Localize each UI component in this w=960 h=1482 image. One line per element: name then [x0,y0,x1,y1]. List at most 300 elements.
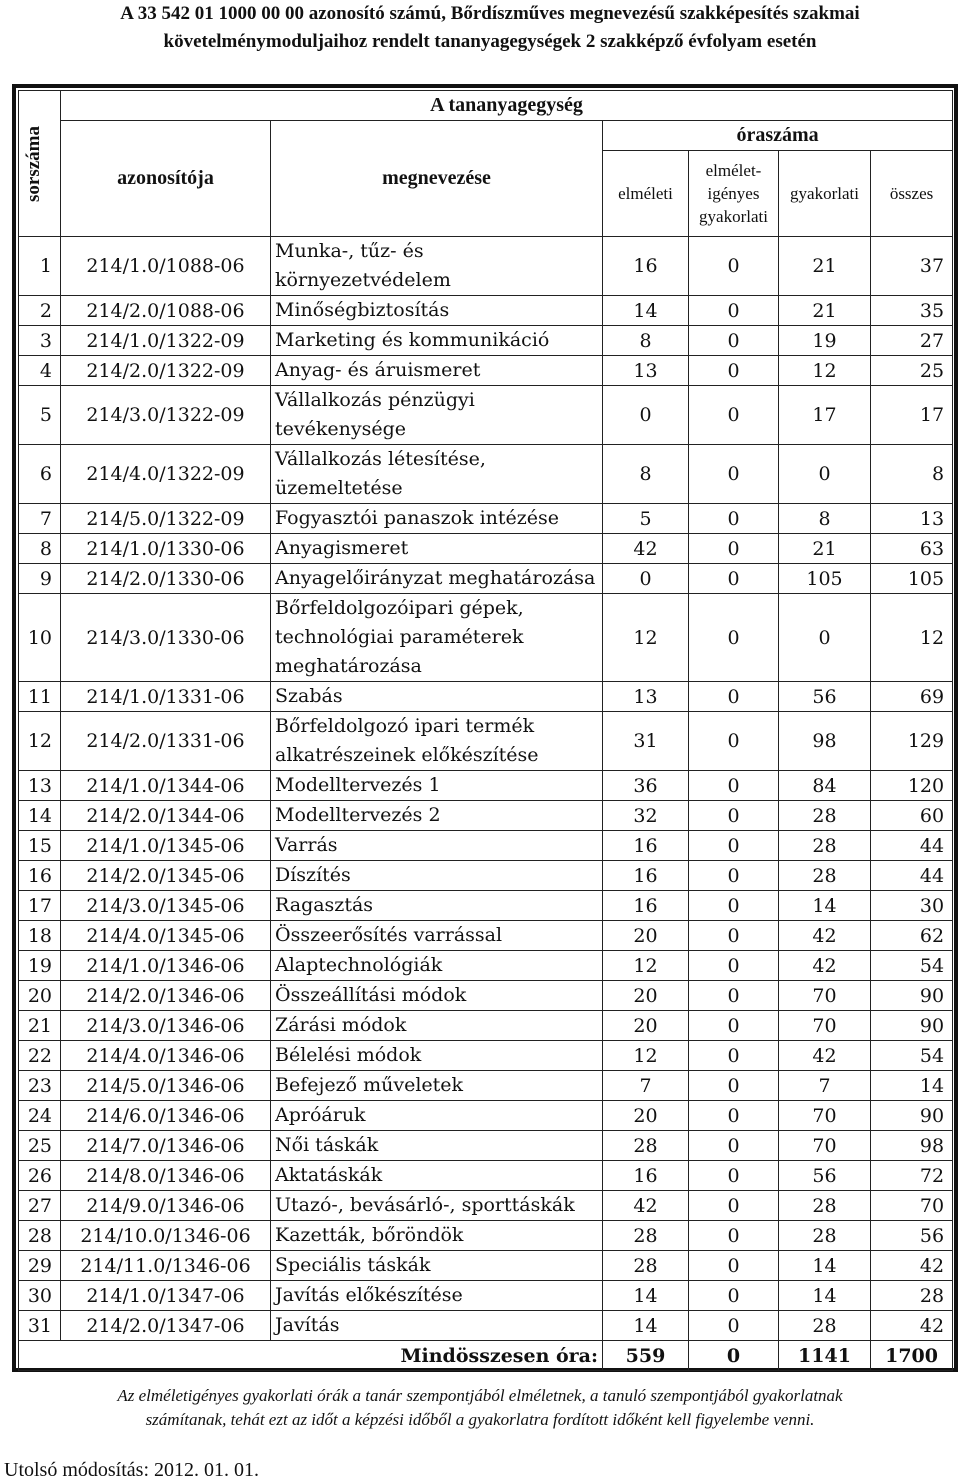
row-elmeleti: 13 [603,682,689,712]
total-label: Mindösszesen óra: [19,1341,603,1371]
total-row [19,1341,953,1371]
col-osszes: összes [871,151,953,237]
row-id: 214/3.0/1322-09 [61,386,271,445]
row-gyakorlati: 56 [779,682,871,712]
row-gyakorlati: 7 [779,1071,871,1101]
table-row [19,712,953,771]
row-id: 214/7.0/1346-06 [61,1131,271,1161]
row-elmelet-igenyes: 0 [689,891,779,921]
row-gyakorlati: 17 [779,386,871,445]
row-elmelet-igenyes: 0 [689,326,779,356]
row-number: 15 [19,831,61,861]
row-name-line: tevékenysége [275,418,406,440]
row-gyakorlati: 70 [779,1131,871,1161]
row-id: 214/8.0/1346-06 [61,1161,271,1191]
row-elmelet-igenyes: 0 [689,1011,779,1041]
header-oraszama: óraszáma [603,121,953,151]
row-id: 214/5.0/1346-06 [61,1071,271,1101]
row-number: 31 [19,1311,61,1341]
table-row [19,504,953,534]
row-gyakorlati: 28 [779,1221,871,1251]
row-id: 214/1.0/1331-06 [61,682,271,712]
row-elmeleti: 14 [603,296,689,326]
row-osszes: 44 [871,861,953,891]
row-osszes: 35 [871,296,953,326]
col-elmeleti: elméleti [603,151,689,237]
row-id: 214/1.0/1345-06 [61,831,271,861]
row-number: 14 [19,801,61,831]
row-name-line: technológiai paraméterek [275,626,524,648]
row-name [271,594,603,682]
row-elmelet-igenyes: 0 [689,564,779,594]
row-id: 214/2.0/1347-06 [61,1311,271,1341]
row-number: 5 [19,386,61,445]
col-azonositoja: azonosítója [61,121,271,237]
row-number: 25 [19,1131,61,1161]
row-name [271,951,603,981]
row-name [271,296,603,326]
row-number: 30 [19,1281,61,1311]
row-number: 8 [19,534,61,564]
row-name-line: Modelltervezés 1 [275,774,441,796]
row-elmelet-igenyes: 0 [689,1101,779,1131]
col-elmelet-igenyes: elmélet- igényes gyakorlati [689,151,779,237]
row-elmelet-igenyes: 0 [689,1161,779,1191]
row-name [271,1101,603,1131]
row-name [271,712,603,771]
row-osszes: 69 [871,682,953,712]
row-elmelet-igenyes: 0 [689,831,779,861]
row-elmelet-igenyes: 0 [689,356,779,386]
row-name [271,981,603,1011]
table-row [19,1251,953,1281]
row-osszes: 120 [871,771,953,801]
row-osszes: 105 [871,564,953,594]
row-osszes: 30 [871,891,953,921]
table-row [19,891,953,921]
table-row [19,1161,953,1191]
row-id: 214/2.0/1331-06 [61,712,271,771]
row-number: 18 [19,921,61,951]
row-number: 23 [19,1071,61,1101]
row-gyakorlati: 28 [779,801,871,831]
row-elmelet-igenyes: 0 [689,445,779,504]
row-name-line: Anyag- és áruismeret [275,359,481,381]
row-number: 21 [19,1011,61,1041]
row-name [271,564,603,594]
row-number: 29 [19,1251,61,1281]
row-osszes: 17 [871,386,953,445]
row-osszes: 12 [871,594,953,682]
row-osszes: 63 [871,534,953,564]
row-gyakorlati: 21 [779,296,871,326]
row-id: 214/4.0/1345-06 [61,921,271,951]
row-elmelet-igenyes: 0 [689,296,779,326]
row-name-line: Speciális táskák [275,1254,431,1276]
row-name-line: Munka-, tűz- és környezetvédelem [275,240,451,291]
row-name-line: Alaptechnológiák [275,954,443,976]
table-row [19,1071,953,1101]
table-row [19,564,953,594]
title-line-2: követelménymoduljaihoz rendelt tananyagegységek 2 szakképző évfolyam esetén [163,31,817,52]
row-name-line: Marketing és kommunikáció [275,329,550,351]
row-gyakorlati: 84 [779,771,871,801]
row-name-line: Vállalkozás pénzügyi [275,389,475,411]
row-name-line: meghatározása [275,655,422,677]
row-gyakorlati: 14 [779,891,871,921]
row-osszes: 98 [871,1131,953,1161]
row-id: 214/9.0/1346-06 [61,1191,271,1221]
row-id: 214/2.0/1322-09 [61,356,271,386]
document-title [30,0,950,56]
row-elmeleti: 20 [603,921,689,951]
curriculum-table [18,90,953,1371]
row-name [271,921,603,951]
table-body [19,237,953,1371]
row-id: 214/1.0/1088-06 [61,237,271,296]
row-name-line: Anyagismeret [275,537,409,559]
row-id: 214/2.0/1088-06 [61,296,271,326]
row-gyakorlati: 14 [779,1281,871,1311]
row-id: 214/3.0/1330-06 [61,594,271,682]
table-row [19,981,953,1011]
row-osszes: 13 [871,504,953,534]
row-osszes: 90 [871,981,953,1011]
table-row [19,296,953,326]
row-id: 214/3.0/1345-06 [61,891,271,921]
row-osszes: 90 [871,1011,953,1041]
table-row [19,861,953,891]
row-elmeleti: 16 [603,891,689,921]
title-line-1: A 33 542 01 1000 00 00 azonosító számú, Bőrdíszműves megnevezésű szakképesítés szakmai [120,3,860,24]
total-e: 559 [603,1341,689,1371]
row-elmeleti: 16 [603,861,689,891]
row-name-line: Javítás előkészítése [275,1284,463,1306]
row-elmeleti: 16 [603,831,689,861]
row-elmeleti: 42 [603,534,689,564]
row-name-line: Zárási módok [275,1014,407,1036]
row-osszes: 56 [871,1221,953,1251]
row-name [271,1131,603,1161]
table-row [19,771,953,801]
row-name-line: Modelltervezés 2 [275,804,441,826]
row-elmeleti: 12 [603,594,689,682]
table-row [19,1221,953,1251]
row-elmeleti: 8 [603,445,689,504]
row-name-line: Kazetták, bőröndök [275,1224,464,1246]
row-name [271,1011,603,1041]
row-elmeleti: 14 [603,1281,689,1311]
row-gyakorlati: 98 [779,712,871,771]
row-number: 20 [19,981,61,1011]
table-row [19,921,953,951]
row-osszes: 60 [871,801,953,831]
row-id: 214/6.0/1346-06 [61,1101,271,1131]
row-id: 214/1.0/1347-06 [61,1281,271,1311]
row-elmelet-igenyes: 0 [689,801,779,831]
table-row [19,1101,953,1131]
row-number: 26 [19,1161,61,1191]
table-row [19,1131,953,1161]
row-osszes: 25 [871,356,953,386]
row-osszes: 72 [871,1161,953,1191]
row-number: 11 [19,682,61,712]
row-osszes: 44 [871,831,953,861]
row-elmeleti: 16 [603,1161,689,1191]
row-gyakorlati: 0 [779,594,871,682]
row-name-line: Összeállítási módok [275,984,467,1006]
row-id: 214/10.0/1346-06 [61,1221,271,1251]
row-name-line: üzemeltetése [275,477,403,499]
row-elmeleti: 8 [603,326,689,356]
row-name-line: Anyagelőirányzat meghatározása [275,567,596,589]
row-name [271,771,603,801]
total-gy: 1141 [779,1341,871,1371]
row-elmeleti: 42 [603,1191,689,1221]
header-tananyagegyseg: A tananyagegység [61,91,953,121]
col-sorszama: sorszáma [19,91,61,237]
table-row [19,237,953,296]
col-megnevezese: megnevezése [271,121,603,237]
row-gyakorlati: 21 [779,237,871,296]
row-name-line: Utazó-, bevásárló-, sporttáskák [275,1194,575,1216]
row-elmeleti: 20 [603,981,689,1011]
row-id: 214/1.0/1330-06 [61,534,271,564]
row-name-line: alkatrészeinek előkészítése [275,744,539,766]
row-gyakorlati: 0 [779,445,871,504]
row-number: 24 [19,1101,61,1131]
row-elmelet-igenyes: 0 [689,504,779,534]
row-elmelet-igenyes: 0 [689,712,779,771]
row-name-line: Női táskák [275,1134,379,1156]
row-elmeleti: 28 [603,1221,689,1251]
last-modified: Utolsó módosítás: 2012. 01. 01. [4,1459,260,1481]
row-name [271,1221,603,1251]
row-name [271,891,603,921]
row-gyakorlati: 42 [779,1041,871,1071]
row-elmeleti: 5 [603,504,689,534]
row-name [271,1041,603,1071]
row-id: 214/2.0/1346-06 [61,981,271,1011]
row-elmelet-igenyes: 0 [689,1281,779,1311]
row-id: 214/11.0/1346-06 [61,1251,271,1281]
row-elmeleti: 13 [603,356,689,386]
row-number: 7 [19,504,61,534]
row-osszes: 8 [871,445,953,504]
row-gyakorlati: 8 [779,504,871,534]
row-name-line: Díszítés [275,864,351,886]
row-osszes: 54 [871,1041,953,1071]
row-elmeleti: 0 [603,564,689,594]
row-name [271,1161,603,1191]
row-name [271,682,603,712]
row-gyakorlati: 28 [779,831,871,861]
row-elmelet-igenyes: 0 [689,1251,779,1281]
row-name-line: Befejező műveletek [275,1074,464,1096]
row-elmelet-igenyes: 0 [689,386,779,445]
row-elmeleti: 14 [603,1311,689,1341]
row-number: 16 [19,861,61,891]
row-name [271,534,603,564]
row-elmelet-igenyes: 0 [689,237,779,296]
row-number: 28 [19,1221,61,1251]
row-name-line: Minőségbiztosítás [275,299,450,321]
row-osszes: 42 [871,1251,953,1281]
row-number: 19 [19,951,61,981]
row-elmelet-igenyes: 0 [689,1311,779,1341]
row-elmeleti: 32 [603,801,689,831]
row-name [271,386,603,445]
row-name [271,861,603,891]
row-name [271,356,603,386]
row-elmelet-igenyes: 0 [689,1071,779,1101]
row-id: 214/2.0/1344-06 [61,801,271,831]
row-name [271,504,603,534]
row-elmelet-igenyes: 0 [689,534,779,564]
row-number: 2 [19,296,61,326]
table-row [19,445,953,504]
row-gyakorlati: 28 [779,861,871,891]
row-id: 214/1.0/1344-06 [61,771,271,801]
row-elmeleti: 0 [603,386,689,445]
row-name-line: Apróáruk [275,1104,366,1126]
table-row [19,1011,953,1041]
row-elmelet-igenyes: 0 [689,594,779,682]
row-name [271,831,603,861]
row-gyakorlati: 42 [779,921,871,951]
row-osszes: 28 [871,1281,953,1311]
table-row [19,831,953,861]
row-gyakorlati: 19 [779,326,871,356]
table-row [19,356,953,386]
row-elmeleti: 16 [603,237,689,296]
row-gyakorlati: 12 [779,356,871,386]
table-row [19,386,953,445]
table-row [19,1041,953,1071]
row-elmelet-igenyes: 0 [689,921,779,951]
row-gyakorlati: 21 [779,534,871,564]
row-elmeleti: 28 [603,1251,689,1281]
row-osszes: 70 [871,1191,953,1221]
table-row [19,326,953,356]
row-elmelet-igenyes: 0 [689,771,779,801]
row-id: 214/3.0/1346-06 [61,1011,271,1041]
row-osszes: 27 [871,326,953,356]
row-elmelet-igenyes: 0 [689,1221,779,1251]
row-name-line: Bőrfeldolgozóipari gépek, [275,597,524,619]
row-osszes: 37 [871,237,953,296]
row-name [271,1281,603,1311]
row-number: 1 [19,237,61,296]
row-name-line: Bőrfeldolgozó ipari termék [275,715,535,737]
row-name-line: Fogyasztói panaszok intézése [275,507,560,529]
row-elmelet-igenyes: 0 [689,861,779,891]
row-number: 4 [19,356,61,386]
row-gyakorlati: 56 [779,1161,871,1191]
col-gyakorlati: gyakorlati [779,151,871,237]
row-id: 214/5.0/1322-09 [61,504,271,534]
row-gyakorlati: 28 [779,1191,871,1221]
row-elmelet-igenyes: 0 [689,981,779,1011]
row-id: 214/1.0/1322-09 [61,326,271,356]
row-elmeleti: 36 [603,771,689,801]
row-elmeleti: 20 [603,1011,689,1041]
row-osszes: 129 [871,712,953,771]
row-elmeleti: 20 [603,1101,689,1131]
total-o: 1700 [871,1341,953,1371]
row-number: 9 [19,564,61,594]
row-number: 22 [19,1041,61,1071]
row-osszes: 90 [871,1101,953,1131]
row-elmelet-igenyes: 0 [689,1041,779,1071]
row-number: 17 [19,891,61,921]
row-name-line: Összeerősítés varrással [275,924,503,946]
row-gyakorlati: 105 [779,564,871,594]
row-id: 214/4.0/1346-06 [61,1041,271,1071]
table-row [19,1191,953,1221]
footnote [30,1384,930,1432]
row-name [271,445,603,504]
row-id: 214/2.0/1345-06 [61,861,271,891]
row-name-line: Vállalkozás létesítése, [275,448,486,470]
row-name [271,1071,603,1101]
row-name-line: Javítás [275,1314,340,1336]
footnote-line-1: Az elméletigényes gyakorlati órák a tanár szempontjából elméletnek, a tanuló szempontjából gyakorlatnak [117,1386,843,1405]
row-id: 214/1.0/1346-06 [61,951,271,981]
row-elmelet-igenyes: 0 [689,682,779,712]
footnote-line-2: számítanak, tehát ezt az időt a képzési időből a gyakorlatra fordított időként kell figyelembe venni. [145,1410,815,1429]
row-gyakorlati: 28 [779,1311,871,1341]
table-row [19,534,953,564]
row-osszes: 62 [871,921,953,951]
row-number: 13 [19,771,61,801]
table-row [19,951,953,981]
row-name [271,1311,603,1341]
row-gyakorlati: 70 [779,981,871,1011]
row-id: 214/2.0/1330-06 [61,564,271,594]
row-elmelet-igenyes: 0 [689,1131,779,1161]
row-osszes: 42 [871,1311,953,1341]
row-name-line: Aktatáskák [275,1164,383,1186]
row-elmeleti: 28 [603,1131,689,1161]
row-name [271,1191,603,1221]
row-name-line: Szabás [275,685,343,707]
row-name [271,326,603,356]
row-name-line: Bélelési módok [275,1044,422,1066]
row-elmeleti: 12 [603,1041,689,1071]
row-number: 10 [19,594,61,682]
row-name-line: Varrás [275,834,338,856]
row-name [271,1251,603,1281]
row-elmeleti: 7 [603,1071,689,1101]
row-name [271,237,603,296]
row-gyakorlati: 14 [779,1251,871,1281]
row-number: 27 [19,1191,61,1221]
row-gyakorlati: 42 [779,951,871,981]
row-id: 214/4.0/1322-09 [61,445,271,504]
row-number: 12 [19,712,61,771]
table-row [19,594,953,682]
row-gyakorlati: 70 [779,1101,871,1131]
row-osszes: 14 [871,1071,953,1101]
table-row [19,801,953,831]
row-elmeleti: 12 [603,951,689,981]
table-row [19,1311,953,1341]
row-name [271,801,603,831]
row-gyakorlati: 70 [779,1011,871,1041]
row-elmeleti: 31 [603,712,689,771]
table-row [19,1281,953,1311]
